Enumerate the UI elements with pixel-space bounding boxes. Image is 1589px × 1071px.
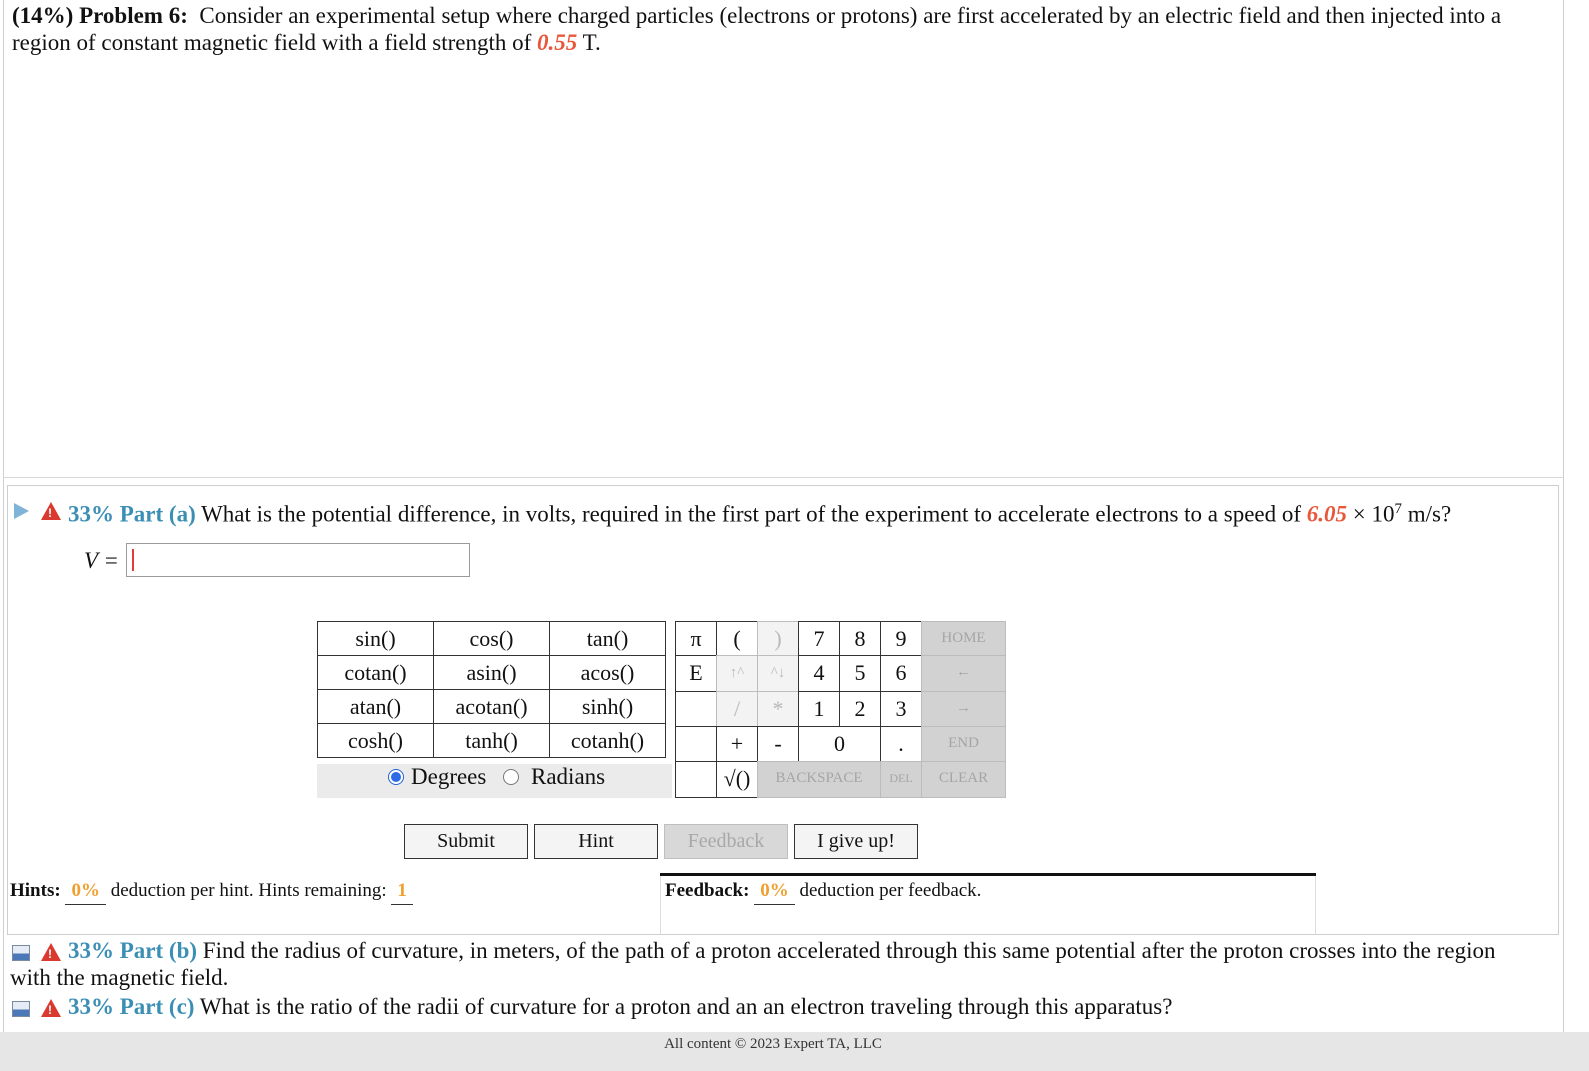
answer-input[interactable]: [126, 543, 470, 577]
key-blank-3: [675, 761, 717, 798]
key-blank-1: [675, 691, 717, 727]
part-b-percent[interactable]: 33% Part (b): [68, 938, 198, 963]
key-down[interactable]: ^↓: [757, 655, 799, 692]
divider: [3, 477, 1564, 478]
part-b-question: [10, 937, 1510, 991]
problem-text: Consider an experimental setup where charged particles (electrons or protons) are first accelerated by an electric field and then injected into a region of constant magnetic field with a field strength of: [12, 3, 1502, 55]
feedback-deduction: 0%: [754, 878, 795, 905]
speed-value: 6.05: [1306, 501, 1348, 527]
hints-remaining: 1: [391, 878, 413, 905]
key-multiply[interactable]: *: [757, 691, 799, 727]
func-acos[interactable]: acos(): [550, 656, 666, 690]
give-up-button[interactable]: I give up!: [794, 824, 918, 859]
func-cos[interactable]: cos(): [434, 622, 550, 656]
part-a-text: What is the potential difference, in volts, required in the first part of the experiment to accelerate electrons to a speed of: [201, 501, 1302, 527]
angle-mode-group: [317, 764, 672, 798]
hints-text: deduction per hint. Hints remaining:: [110, 880, 387, 901]
hints-label: Hints:: [10, 880, 61, 901]
speed-exponent: 7: [1394, 501, 1403, 517]
expand-triangle-icon[interactable]: [14, 503, 29, 519]
problem-weight: (14%): [12, 3, 74, 28]
key-end[interactable]: END: [921, 726, 1006, 762]
part-a-percent[interactable]: 33% Part (a): [68, 501, 196, 527]
speed-unit: m/s?: [1407, 501, 1452, 527]
part-a-question: [68, 496, 1548, 528]
func-tanh[interactable]: tanh(): [434, 724, 550, 758]
feedback-text: deduction per feedback.: [799, 880, 982, 901]
key-del[interactable]: DEL: [880, 761, 922, 798]
key-right[interactable]: →: [921, 691, 1006, 727]
func-cotan[interactable]: cotan(): [318, 656, 434, 690]
speed-times: × 10: [1352, 501, 1395, 527]
feedback-label: Feedback:: [665, 880, 750, 901]
key-decimal[interactable]: .: [880, 726, 922, 762]
key-7[interactable]: 7: [798, 621, 840, 656]
footer-copyright: All content © 2023 Expert TA, LLC: [664, 1036, 882, 1052]
func-sin[interactable]: sin(): [318, 622, 434, 656]
function-table: [317, 621, 666, 758]
warning-icon: !: [41, 502, 61, 520]
func-cotanh[interactable]: cotanh(): [550, 724, 666, 758]
func-sinh[interactable]: sinh(): [550, 690, 666, 724]
key-pi[interactable]: π: [675, 621, 717, 656]
part-c-percent[interactable]: 33% Part (c): [68, 994, 195, 1019]
part-b-text: Find the radius of curvature, in meters, of the path of a proton accelerated through this same potential after the proton crosses into the region with the magnetic field.: [10, 938, 1496, 990]
key-1[interactable]: 1: [798, 691, 840, 727]
submit-button[interactable]: Submit: [404, 824, 528, 859]
key-8[interactable]: 8: [839, 621, 881, 656]
warning-icon: !: [41, 999, 61, 1017]
field-value: 0.55: [537, 30, 578, 55]
hints-status: [10, 878, 413, 905]
key-blank-2: [675, 726, 717, 762]
collapsed-part-icon[interactable]: [12, 1001, 30, 1017]
key-divide[interactable]: /: [716, 691, 758, 727]
key-left[interactable]: ←: [921, 655, 1006, 692]
key-2[interactable]: 2: [839, 691, 881, 727]
hint-button[interactable]: Hint: [534, 824, 658, 859]
part-c-text: What is the ratio of the radii of curvature for a proton and an an electron traveling through this apparatus?: [199, 994, 1173, 1019]
key-home[interactable]: HOME: [921, 621, 1006, 656]
warning-icon: !: [41, 943, 61, 961]
key-rparen[interactable]: ): [757, 621, 799, 656]
key-backspace[interactable]: BACKSPACE: [757, 761, 881, 798]
key-3[interactable]: 3: [880, 691, 922, 727]
answer-variable: V =: [84, 548, 119, 573]
feedback-status: [665, 878, 981, 905]
radians-radio[interactable]: [503, 769, 519, 785]
key-9[interactable]: 9: [880, 621, 922, 656]
problem-label: Problem 6:: [79, 3, 188, 28]
key-sqrt[interactable]: √(): [716, 761, 758, 798]
key-e[interactable]: E: [675, 655, 717, 692]
key-up[interactable]: ↑^: [716, 655, 758, 692]
key-4[interactable]: 4: [798, 655, 840, 692]
func-tan[interactable]: tan(): [550, 622, 666, 656]
hints-deduction: 0%: [65, 878, 106, 905]
key-plus[interactable]: +: [716, 726, 758, 762]
func-acotan[interactable]: acotan(): [434, 690, 550, 724]
field-unit: T.: [582, 30, 601, 55]
func-asin[interactable]: asin(): [434, 656, 550, 690]
key-clear[interactable]: CLEAR: [921, 761, 1006, 798]
key-5[interactable]: 5: [839, 655, 881, 692]
part-c-question: [68, 993, 1548, 1020]
degrees-radio[interactable]: [388, 769, 404, 785]
degrees-label: Degrees: [411, 764, 487, 789]
text-caret: [132, 549, 134, 571]
key-0[interactable]: 0: [798, 726, 881, 762]
feedback-button[interactable]: Feedback: [664, 824, 788, 859]
key-6[interactable]: 6: [880, 655, 922, 692]
func-atan[interactable]: atan(): [318, 690, 434, 724]
key-lparen[interactable]: (: [716, 621, 758, 656]
key-minus[interactable]: -: [757, 726, 799, 762]
func-cosh[interactable]: cosh(): [318, 724, 434, 758]
problem-statement: [12, 2, 1552, 56]
radians-label: Radians: [531, 764, 606, 789]
